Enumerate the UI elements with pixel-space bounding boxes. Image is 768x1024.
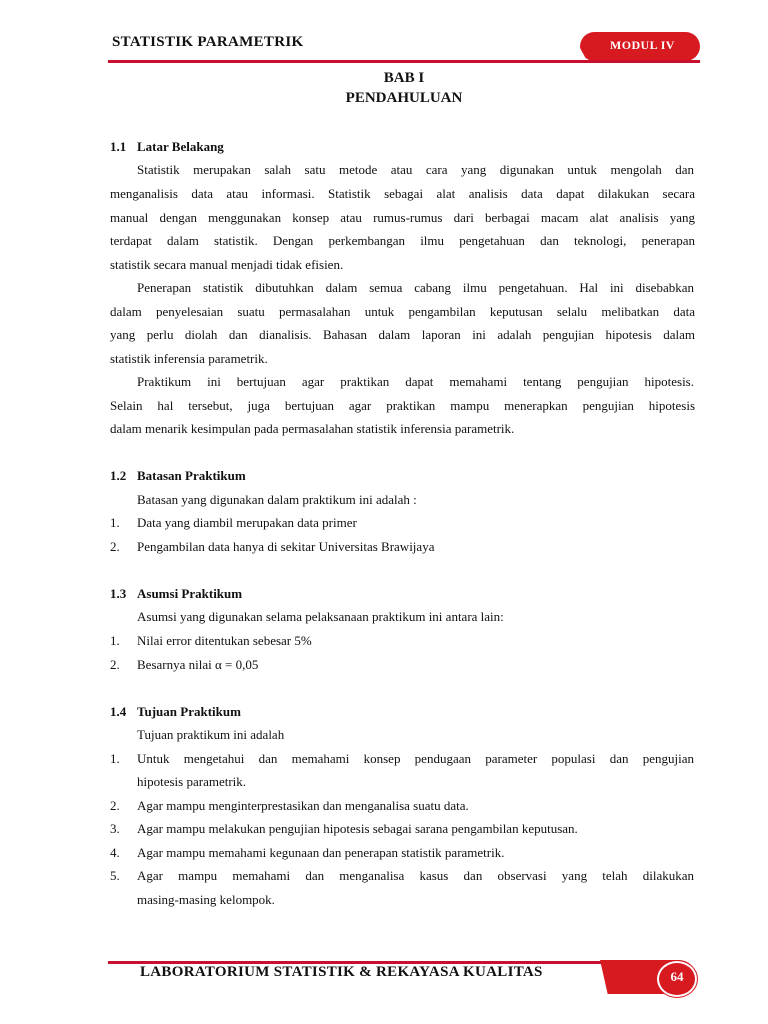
page-number: 64 [670, 969, 684, 984]
footer-lab-name: LABORATORIUM STATISTIK & REKAYASA KUALITAS [140, 964, 543, 980]
list-number: 3. [110, 821, 120, 836]
section-number: 1.2 [110, 468, 127, 483]
list-number: 1. [110, 751, 120, 766]
paragraph-line: Praktikum ini bertujuan agar praktikan dapat memahami tentang pengujian hipotesis. [137, 374, 694, 389]
header-divider [108, 60, 700, 63]
section-intro: Batasan yang digunakan dalam praktikum ini adalah : [137, 492, 417, 507]
list-item: Agar mampu menginterprestasikan dan menganalisa suatu data. [137, 798, 469, 813]
section-intro: Asumsi yang digunakan selama pelaksanaan praktikum ini antara lain: [137, 609, 504, 624]
chapter-title: PENDAHULUAN [345, 90, 463, 106]
list-item: Untuk mengetahui dan memahami konsep pendugaan parameter populasi dan pengujian [137, 751, 694, 766]
list-number: 2. [110, 798, 120, 813]
list-item-continuation: hipotesis parametrik. [137, 774, 247, 789]
paragraph-line: dalam penyelesaian suatu permasalahan untuk pengambilan keputusan selalu melibatkan data [110, 304, 695, 319]
list-item: Agar mampu memahami kegunaan dan penerapan statistik parametrik. [137, 845, 505, 860]
paragraph-line: statistik inferensia parametrik. [110, 351, 268, 366]
list-item: Nilai error ditentukan sebesar 5% [137, 633, 312, 648]
list-item-continuation: masing-masing kelompok. [137, 892, 275, 907]
list-number: 2. [110, 657, 120, 672]
section-title: Latar Belakang [137, 139, 224, 154]
module-badge-label: MODUL IV [610, 38, 675, 52]
list-number: 4. [110, 845, 120, 860]
paragraph-line: manual dengan menggunakan konsep atau rumus-rumus dari berbagai macam alat analisis yang [110, 210, 695, 225]
section-number: 1.3 [110, 586, 127, 601]
list-item: Data yang diambil merupakan data primer [137, 515, 357, 530]
paragraph-line: Statistik merupakan salah satu metode atau cara yang digunakan untuk mengolah dan [137, 162, 694, 177]
section-title: Asumsi Praktikum [137, 586, 243, 601]
list-number: 5. [110, 868, 120, 883]
chapter-label: BAB I [383, 70, 425, 86]
paragraph-line: dalam menarik kesimpulan pada permasalahan statistik inferensia parametrik. [110, 421, 515, 436]
paragraph-line: Penerapan statistik dibutuhkan dalam semua cabang ilmu pengetahuan. Hal ini disebabkan [137, 280, 694, 295]
section-number: 1.4 [110, 704, 127, 719]
list-number: 2. [110, 539, 120, 554]
list-item: Agar mampu melakukan pengujian hipotesis sebagai sarana pengambilan keputusan. [137, 821, 578, 836]
header-title: STATISTIK PARAMETRIK [112, 34, 304, 50]
list-number: 1. [110, 515, 120, 530]
paragraph-line: Selain hal tersebut, juga bertujuan agar praktikan mampu menerapkan pengujian hipotesis [110, 398, 695, 413]
section-intro: Tujuan praktikum ini adalah [137, 727, 285, 742]
section-number: 1.1 [110, 139, 127, 154]
paragraph-line: yang perlu diolah dan dianalisis. Bahasan dalam laporan ini adalah pengujian hipotesis dalam [110, 327, 695, 342]
list-item: Besarnya nilai α = 0,05 [137, 657, 259, 672]
list-number: 1. [110, 633, 120, 648]
section-title: Tujuan Praktikum [137, 704, 241, 719]
paragraph-line: terdapat dalam statistik. Dengan perkembangan ilmu pengetahuan dan teknologi, penerapan [110, 233, 695, 248]
paragraph-line: menganalisis data atau informasi. Statistik sebagai alat analisis data dapat dilakukan secara [110, 186, 695, 201]
section-title: Batasan Praktikum [137, 468, 246, 483]
list-item: Agar mampu memahami dan menganalisa kasus dan observasi yang telah dilakukan [137, 868, 694, 883]
paragraph-line: statistik secara manual menjadi tidak efisien. [110, 257, 344, 272]
list-item: Pengambilan data hanya di sekitar Universitas Brawijaya [137, 539, 435, 554]
